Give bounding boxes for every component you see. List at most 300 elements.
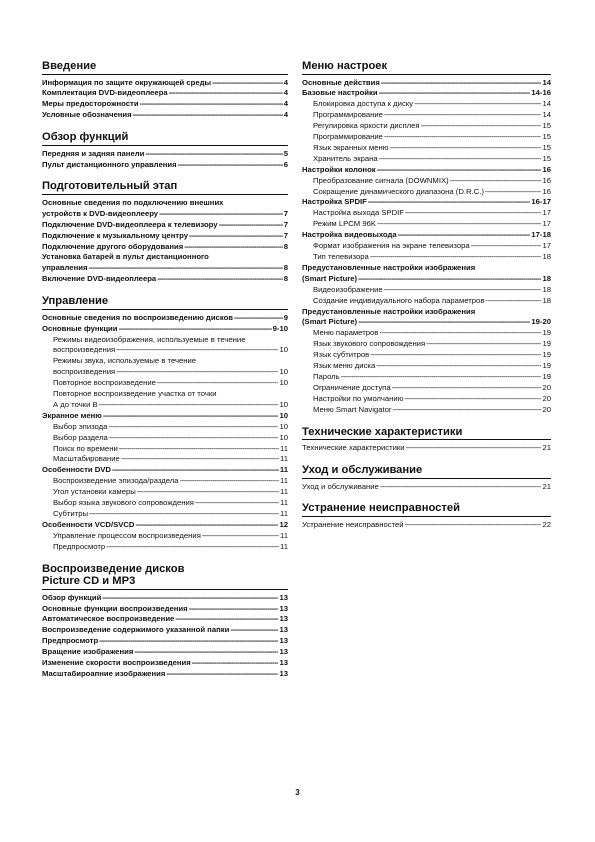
dot-leader (145, 149, 282, 160)
toc-entry-title: Уход и обслуживание (302, 481, 379, 491)
section-title-text: Подготовительный этап (42, 180, 178, 193)
toc-section (302, 426, 551, 454)
toc-entry-page: 16-17 (531, 197, 551, 207)
dot-leader (106, 542, 279, 553)
toc-entry (42, 231, 288, 242)
toc-entry-title: Регулировка яркости дисплея (313, 121, 420, 131)
toc-entry (42, 198, 288, 220)
toc-entry (302, 197, 551, 208)
dot-leader (140, 99, 283, 110)
toc-entry (302, 443, 551, 454)
toc-entry-text-line1: Повторное воспроизведение участка от точки (53, 389, 217, 399)
toc-entry (42, 636, 288, 647)
dot-leader (189, 231, 283, 242)
toc-entry-page: 11 (280, 541, 288, 551)
toc-entry-row (42, 160, 288, 171)
toc-entry-page: 18 (542, 284, 551, 294)
toc-entry-row (42, 231, 288, 242)
toc-entry-row (313, 405, 551, 416)
toc-entry-title: Подключение к музыкальному центру (42, 230, 188, 240)
section-title-text: Технические характеристики (302, 425, 463, 438)
toc-entry-page: 11 (280, 454, 288, 464)
toc-entry-page: 9-10 (272, 323, 288, 333)
toc-entry-page: 10 (279, 399, 288, 409)
toc-entry (42, 411, 288, 422)
toc-entry-page: 10 (279, 367, 288, 377)
dot-leader (157, 378, 278, 389)
toc-entry-title: Угол установки камеры (53, 487, 136, 497)
toc-entry-page: 13 (279, 668, 288, 678)
toc-entry-page: 20 (542, 382, 551, 392)
toc-entry-row (53, 433, 288, 444)
toc-entry (42, 647, 288, 658)
dot-leader (134, 647, 278, 658)
toc-entry-page: 8 (283, 263, 288, 273)
toc-entry (42, 242, 288, 253)
dot-leader (405, 208, 541, 219)
toc-entry (302, 405, 551, 416)
toc-entry-row (53, 531, 288, 542)
toc-entry-page: 21 (542, 481, 551, 491)
dot-leader (102, 593, 278, 604)
dot-leader (219, 220, 283, 231)
toc-entry-page: 5 (283, 148, 288, 158)
toc-entry-row (42, 274, 288, 285)
toc-entry-title: Язык экранных меню (313, 142, 389, 152)
toc-entry-page: 7 (283, 208, 288, 218)
toc-entry-row (42, 263, 288, 274)
toc-entry-row (42, 78, 288, 89)
dot-leader (450, 176, 542, 187)
dot-leader (180, 476, 280, 487)
dot-leader (157, 274, 283, 285)
toc-section (42, 563, 288, 680)
toc-entry-page: 20 (542, 404, 551, 414)
toc-entry (42, 220, 288, 231)
section-title-text: Меню настроек (302, 60, 388, 72)
dot-leader (159, 209, 283, 220)
toc-entry (302, 296, 551, 307)
section-title (302, 426, 551, 441)
toc-entry-row (53, 422, 288, 433)
toc-entry-row (313, 372, 551, 383)
toc-entry-row (313, 328, 551, 339)
toc-entry-title: Подключение DVD-видеоплеера к телевизору (42, 219, 218, 229)
toc-entry (42, 378, 288, 389)
toc-entry-title: (Smart Picture) (302, 317, 358, 327)
toc-entry-page: 11 (280, 443, 288, 453)
dot-leader (212, 78, 283, 89)
dot-leader (189, 604, 279, 615)
toc-entry-title: Передняя и задняя панели (42, 148, 145, 158)
toc-entry (42, 454, 288, 465)
toc-entry-page: 4 (283, 88, 288, 98)
toc-entry (42, 274, 288, 285)
toc-entry-row (42, 658, 288, 669)
toc-entry (302, 187, 551, 198)
toc-entry-page: 12 (279, 519, 288, 529)
toc-entry-page: 10 (279, 410, 288, 420)
toc-entry-title: Пульт дистанционного управления (42, 159, 177, 169)
toc-entry-row (42, 99, 288, 110)
toc-entry-page: 4 (283, 110, 288, 120)
toc-entry-page: 14 (542, 77, 551, 87)
toc-entry-title: Режим LPCM 96K (313, 219, 377, 229)
toc-entry-title: Меню параметров (313, 328, 379, 338)
dot-leader (112, 465, 279, 476)
toc-entry-row (42, 110, 288, 121)
dot-leader (88, 263, 282, 274)
toc-entry-row (53, 345, 288, 356)
toc-section (42, 180, 288, 285)
toc-entry (42, 88, 288, 99)
toc-entry-page: 13 (279, 658, 288, 668)
toc-entry-row (42, 625, 288, 636)
toc-entry (302, 132, 551, 143)
dot-leader (175, 614, 278, 625)
toc-entry-page: 13 (279, 636, 288, 646)
toc-entry-title: Меры предосторожности (42, 99, 139, 109)
toc-entry-page: 19-20 (531, 317, 551, 327)
dot-leader (379, 154, 542, 165)
dot-leader (89, 509, 279, 520)
section-title (42, 295, 288, 310)
dot-leader (99, 636, 278, 647)
toc-right-column (302, 60, 551, 541)
dot-leader (404, 394, 541, 405)
dot-leader (108, 422, 278, 433)
toc-section (302, 464, 551, 492)
toc-entry-title: Автоматическое воспроизведение (42, 614, 175, 624)
toc-entry-title: Настройка выхода SPDIF (313, 208, 404, 218)
toc-entry (302, 328, 551, 339)
toc-entry (302, 241, 551, 252)
toc-entry-page: 16 (542, 164, 551, 174)
toc-entry-title: Видеоизображение (313, 284, 383, 294)
dot-leader (230, 625, 278, 636)
dot-leader (368, 197, 530, 208)
toc-entry (42, 658, 288, 669)
toc-entry (302, 339, 551, 350)
toc-entry-row (53, 498, 288, 509)
toc-entry (302, 361, 551, 372)
page-number: 3 (295, 788, 300, 797)
dot-leader (234, 313, 283, 324)
toc-entry-text-line1: Режимы видеоизображения, используемые в течение (53, 334, 246, 344)
section-title (302, 464, 551, 479)
toc-entry-page: 14 (542, 99, 551, 109)
toc-entry-row (42, 149, 288, 160)
toc-entry-row (313, 252, 551, 263)
toc-entry-page: 21 (542, 443, 551, 453)
toc-entry-row (302, 230, 551, 241)
toc-entry-text-line1: Предустановленные настройки изображения (302, 306, 476, 316)
toc-entry (302, 350, 551, 361)
toc-entry-row (302, 443, 551, 454)
toc-entry-row (42, 242, 288, 253)
dot-leader (358, 317, 530, 328)
toc-entry-row (313, 121, 551, 132)
toc-entry-row (53, 444, 288, 455)
section-title (42, 563, 288, 590)
section-title (42, 131, 288, 146)
toc-entry-row (313, 143, 551, 154)
dot-leader (109, 433, 279, 444)
toc-entry-row (302, 274, 551, 285)
toc-entry-title: Создание индивидуального набора параметров (313, 295, 485, 305)
toc-entry-title: Преобразование сигнала (DOWNMIX) (313, 175, 449, 185)
toc-entry-title: устройств к DVD-видеоплееру (42, 208, 159, 218)
toc-entry-row (42, 411, 288, 422)
dot-leader (99, 400, 279, 411)
toc-entry (302, 482, 551, 493)
dot-leader (406, 443, 542, 454)
toc-entry-row (53, 542, 288, 553)
toc-entry (42, 99, 288, 110)
toc-entry-page: 11 (280, 509, 288, 518)
toc-entry (42, 110, 288, 121)
toc-entry-title: Программирование (313, 132, 383, 142)
toc-entry (42, 160, 288, 171)
toc-entry (302, 394, 551, 405)
toc-entry-title: Предпросмотр (42, 636, 99, 646)
toc-entry-row (313, 219, 551, 230)
toc-entry-row (42, 614, 288, 625)
toc-entry-title: Субтитры (53, 509, 89, 518)
toc-entry-page: 11 (280, 487, 288, 497)
toc-entry (42, 498, 288, 509)
toc-entry-page: 4 (283, 77, 288, 87)
toc-entry-page: 22 (542, 519, 551, 529)
section-title-text: Управление (42, 295, 109, 308)
dot-leader (116, 345, 278, 356)
toc-entry (42, 669, 288, 680)
toc-entry (42, 149, 288, 160)
toc-entry-title: Выбор раздела (53, 432, 108, 442)
toc-entry-title: Язык звукового сопровождения (313, 339, 426, 349)
section-title (302, 502, 551, 517)
toc-entry (42, 542, 288, 553)
toc-entry (42, 356, 288, 378)
toc-entry-title: Тип телевизора (313, 252, 369, 261)
dot-leader (192, 658, 279, 669)
toc-entry-page: 7 (283, 230, 288, 240)
toc-entry-row (313, 296, 551, 307)
dot-leader (376, 361, 541, 372)
dot-leader (377, 165, 542, 176)
toc-entry (302, 143, 551, 154)
toc-entry-page: 6 (283, 159, 288, 169)
toc-entry-title: Масштабирование (53, 454, 120, 464)
toc-entry-page: 15 (542, 132, 551, 142)
toc-entry-row (53, 476, 288, 487)
toc-entry-page: 16 (542, 186, 551, 196)
section-title-text: Обзор функций (42, 131, 129, 144)
toc-entry-row (53, 509, 288, 520)
toc-left-column (42, 60, 288, 690)
toc-section (302, 502, 551, 530)
toc-entry (42, 313, 288, 324)
toc-entry-title: Поиск по времени (53, 443, 118, 453)
toc-entry-title: Управление процессом воспроизведения (53, 530, 201, 540)
dot-leader (384, 285, 542, 296)
toc-entry-row (42, 636, 288, 647)
dot-leader (485, 296, 541, 307)
toc-entry-row (42, 520, 288, 531)
toc-section (302, 60, 551, 416)
toc-entry (42, 531, 288, 542)
toc-entry-title: Основные действия (302, 77, 380, 87)
toc-entry-row (42, 313, 288, 324)
toc-entry-title: Язык меню диска (313, 361, 376, 371)
toc-entry-page: 18 (542, 252, 551, 261)
toc-entry-page: 16 (542, 175, 551, 185)
section-title-text: Воспроизведение дисков (42, 562, 185, 575)
dot-leader (377, 219, 541, 230)
toc-entry-row (42, 220, 288, 231)
dot-leader (485, 187, 541, 198)
toc-entry-title: Язык субтитров (313, 350, 370, 360)
toc-entry-title: Условные обозначения (42, 110, 132, 120)
toc-entry-page: 10 (279, 421, 288, 431)
toc-entry-title: Хранитель экрана (313, 153, 378, 163)
toc-entry (42, 593, 288, 604)
toc-entry-title: Предпросмотр (53, 541, 106, 551)
toc-entry (42, 520, 288, 531)
dot-leader (135, 520, 278, 531)
toc-entry (42, 614, 288, 625)
toc-entry (42, 422, 288, 433)
dot-leader (119, 324, 272, 335)
dot-leader (178, 160, 283, 171)
toc-entry-row (302, 317, 551, 328)
toc-entry-row (302, 197, 551, 208)
section-title-text-line2: Picture CD и MP3 (42, 575, 136, 588)
toc-entry-row (313, 361, 551, 372)
toc-entry (302, 208, 551, 219)
toc-entry-title: Включение DVD-видеоплеера (42, 274, 157, 284)
toc-entry-text-line1: Установка батарей в пульт дистанционного (42, 252, 209, 262)
toc-entry (302, 383, 551, 394)
toc-entry-title: Особенности VCD/SVCD (42, 519, 135, 529)
toc-entry-page: 17 (542, 208, 551, 218)
toc-section (42, 295, 288, 552)
toc-entry-page: 15 (542, 153, 551, 163)
toc-entry-row (313, 99, 551, 110)
toc-entry (302, 99, 551, 110)
dot-leader (384, 132, 542, 143)
section-title (42, 60, 288, 75)
toc-entry-title: А до точки В (53, 399, 98, 409)
toc-entry-title: Экранное меню (42, 410, 102, 420)
toc-entry-title: Программирование (313, 110, 383, 120)
dot-leader (384, 110, 542, 121)
toc-entry-page: 17-18 (531, 230, 551, 240)
toc-entry-title: Технические характеристики (302, 443, 405, 453)
dot-leader (414, 99, 541, 110)
toc-entry-row (313, 154, 551, 165)
dot-leader (392, 405, 541, 416)
toc-entry (302, 110, 551, 121)
toc-entry-title: Меню Smart Navigator (313, 404, 392, 414)
toc-entry-row (302, 482, 551, 493)
toc-entry (302, 154, 551, 165)
toc-entry-row (313, 339, 551, 350)
toc-entry-row (313, 394, 551, 405)
dot-leader (392, 383, 542, 394)
toc-entry-title: Воспроизведение содержимого указанной папки (42, 625, 230, 635)
toc-entry-title: Базовые настройки (302, 88, 378, 98)
toc-entry-title: Выбор эпизода (53, 421, 108, 431)
toc-entry-title: Комплектация DVD-видеоплеера (42, 88, 168, 98)
toc-entry (42, 335, 288, 357)
toc-entry-page: 13 (279, 647, 288, 657)
toc-entry-row (42, 647, 288, 658)
toc-entry (42, 252, 288, 274)
toc-entry-page: 8 (283, 274, 288, 284)
toc-entry-page: 14-16 (531, 88, 551, 98)
section-title (302, 60, 551, 75)
toc-entry (302, 263, 551, 285)
toc-entry (302, 520, 551, 531)
dot-leader (405, 520, 542, 531)
toc-entry-page: 11 (280, 498, 288, 508)
toc-entry-title: Устранение неисправностей (302, 519, 404, 529)
dot-leader (370, 252, 542, 263)
toc-entry (42, 625, 288, 636)
toc-entry-page: 10 (279, 378, 288, 388)
toc-entry (302, 230, 551, 241)
section-title-text: Устранение неисправностей (302, 502, 460, 515)
toc-entry-row (313, 110, 551, 121)
dot-leader (390, 143, 542, 154)
toc-entry (42, 433, 288, 444)
toc-entry-title: воспроизведения (53, 367, 116, 377)
toc-entry-page: 18 (542, 295, 551, 305)
toc-entry (302, 88, 551, 99)
toc-entry-row (42, 465, 288, 476)
toc-entry (42, 444, 288, 455)
toc-entry-row (42, 669, 288, 680)
toc-entry-title: Обзор функций (42, 592, 102, 602)
toc-entry-page: 8 (283, 241, 288, 251)
toc-entry-title: Формат изображения на экране телевизора (313, 241, 470, 251)
toc-entry (42, 324, 288, 335)
toc-entry-row (53, 487, 288, 498)
toc-entry-page: 4 (283, 99, 288, 109)
toc-entry (42, 476, 288, 487)
toc-entry-title: Масштабироапние изображения (42, 668, 166, 678)
toc-entry-page: 9 (283, 312, 288, 322)
toc-entry-title: Блокировка доступа к диску (313, 99, 414, 109)
toc-entry-title: Основные сведения по воспроизведению дисков (42, 312, 233, 322)
toc-entry-page: 17 (542, 241, 551, 251)
toc-entry-title: Вращение изображения (42, 647, 134, 657)
dot-leader (103, 411, 279, 422)
toc-entry-row (313, 383, 551, 394)
toc-entry (302, 121, 551, 132)
toc-entry-page: 11 (280, 476, 288, 486)
dot-leader (133, 110, 283, 121)
toc-entry-title: Пароль (313, 371, 340, 381)
toc-entry-row (313, 132, 551, 143)
toc-entry-row (53, 378, 288, 389)
toc-entry-title: Основные функции (42, 323, 118, 333)
toc-entry (42, 509, 288, 520)
toc-entry (302, 307, 551, 329)
toc-entry-title: Сокращение динамического диапазона (D.R.C.) (313, 186, 484, 196)
toc-entry-title: Выбор языка звукового сопровождения (53, 498, 194, 508)
